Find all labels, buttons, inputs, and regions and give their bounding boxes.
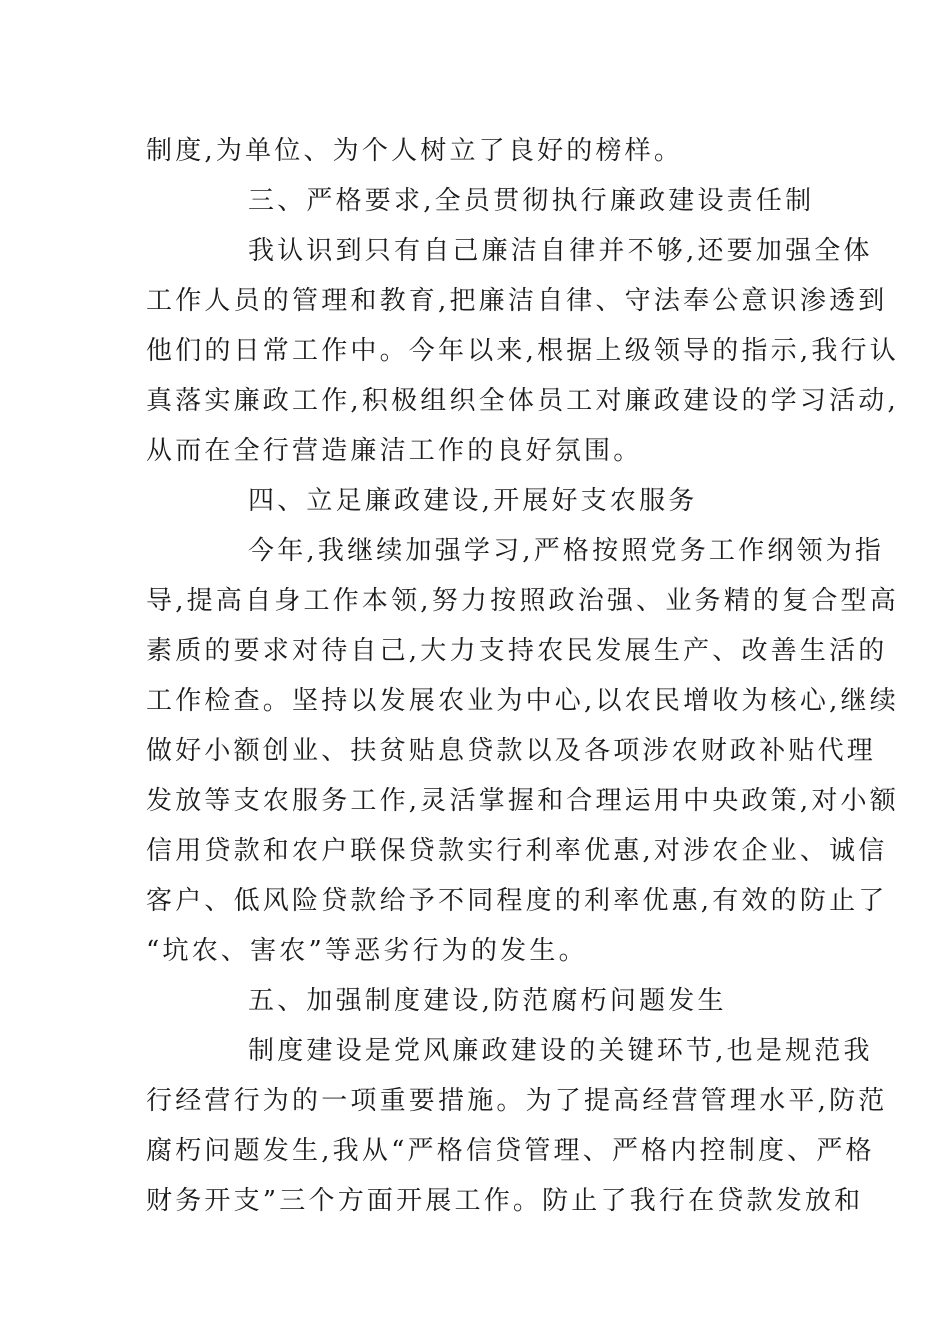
section-heading-4: 四、立足廉政建设,开展好支农服务	[248, 486, 698, 516]
text-line-14: 发放等支农服务工作,灵活掌握和合理运用中央政策,对小额	[146, 786, 899, 816]
section-heading-5: 五、加强制度建设,防范腐朽问题发生	[248, 986, 727, 1016]
text-line-21: 腐朽问题发生,我从“严格信贷管理、严格内控制度、严格	[146, 1136, 875, 1166]
text-line-10: 导,提高自身工作本领,努力按照政治强、业务精的复合型高	[146, 586, 899, 616]
text-line-5: 他们的日常工作中。今年以来,根据上级领导的指示,我行认	[146, 336, 899, 366]
text-line-20: 行经营行为的一项重要措施。为了提高经营管理水平,防范	[146, 1086, 888, 1116]
text-line-12: 工作检查。坚持以发展农业为中心,以农民增收为核心,继续	[146, 686, 899, 716]
text-line-6: 真落实廉政工作,积极组织全体员工对廉政建设的学习活动,	[146, 386, 899, 416]
text-line-9: 今年,我继续加强学习,严格按照党务工作纲领为指	[248, 536, 885, 566]
text-line-13: 做好小额创业、扶贫贴息贷款以及各项涉农财政补贴代理	[146, 736, 877, 766]
text-line-3: 我认识到只有自己廉洁自律并不够,还要加强全体	[248, 236, 873, 266]
section-heading-3: 三、严格要求,全员贯彻执行廉政建设责任制	[248, 186, 815, 216]
text-line-17: “坑农、害农”等恶劣行为的发生。	[146, 936, 588, 966]
text-line-16: 客户、低风险贷款给予不同程度的利率优惠,有效的防止了	[146, 886, 888, 916]
text-line-19: 制度建设是党风廉政建设的关键环节,也是规范我	[248, 1036, 873, 1066]
text-line-7: 从而在全行营造廉洁工作的良好氛围。	[146, 436, 643, 466]
text-line-11: 素质的要求对待自己,大力支持农民发展生产、改善生活的	[146, 636, 888, 666]
text-line-15: 信用贷款和农户联保贷款实行利率优惠,对涉农企业、诚信	[146, 836, 888, 866]
text-line-4: 工作人员的管理和教育,把廉洁自律、守法奉公意识渗透到	[146, 286, 888, 316]
text-line-22: 财务开支”三个方面开展工作。防止了我行在贷款发放和	[146, 1186, 864, 1216]
text-line-1: 制度,为单位、为个人树立了良好的榜样。	[146, 136, 684, 166]
